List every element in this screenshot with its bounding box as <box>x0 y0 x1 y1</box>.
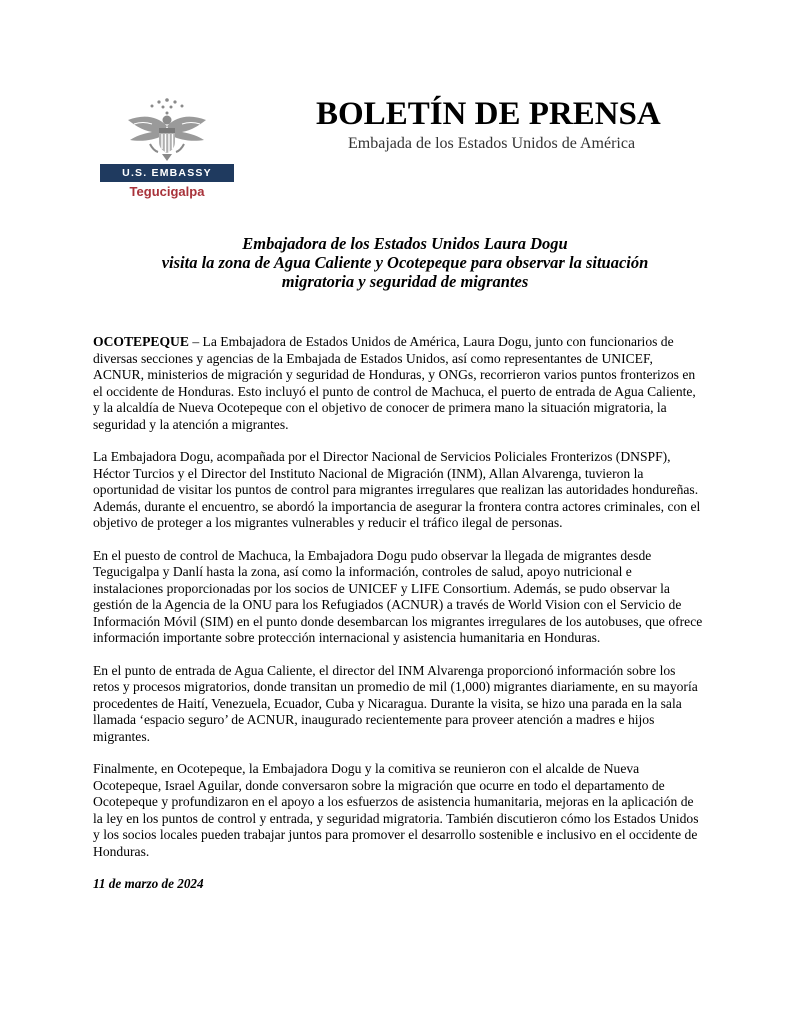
paragraph <box>93 334 705 433</box>
embassy-band: U.S. EMBASSY <box>100 164 234 182</box>
paragraph: Finalmente, en Ocotepeque, la Embajadora Dogu y la comitiva se reunieron con el alcalde de Nueva Ocotepeque, Israel Aguilar, donde conversaron sobre la migración que ocurre en todo el departamento de Ocotepeque y profundizaron en el apoyo a los esfuerzos de asistencia humanitaria, mejoras en la aplicación de la ley en los puntos de control y entrada, y seguridad migratoria. También discutieron cómo los Estados Unidos y los socios locales pueden trabajar juntos para promover el desarrollo sostenible e inclusivo en el occidente de Honduras. <box>93 761 699 859</box>
eagle-seal-icon <box>122 96 212 162</box>
paragraph: En el punto de entrada de Agua Caliente, el director del INM Alvarenga proporcionó información sobre los retos y procesos migratorios, donde transitan un promedio de mil (1,000) migrantes diariamente, en su mayoría procedentes de Haití, Venezuela, Ecuador, Cuba y Nicaragua. Durante la visita, se hizo una parada en la sala llamada ‘espacio seguro’ de ACNUR, inaugurado recientemente para proveer atención a madres e hijos migrantes. <box>93 662 698 744</box>
paragraph: La Embajadora Dogu, acompañada por el Director Nacional de Servicios Policiales Fronterizos (DNSPF), Héctor Turcios y el Director del Instituto Nacional de Migración (INM), Allan Alvarenga, tuvieron la oportunidad de visitar los puntos de control para migrantes irregulares que realizan las autoridades hondureñas. Además, durante el encuentro, se abordó la importancia de asegurar la frontera contra actores criminales, con el objetivo de proteger a los migrantes vulnerables y reducir el tráfico ilegal de personas. <box>93 449 701 530</box>
dateline: OCOTEPEQUE <box>93 334 189 349</box>
headline <box>100 234 710 291</box>
paragraph: En el puesto de control de Machuca, la Embajadora Dogu pudo observar la llegada de migrantes desde Tegucigalpa y Danlí hasta la zona, así como la información, controles de salud, apoyo nutricional e instalaciones proporcionadas por los socios de UNICEF y LIFE Consortium. Además, se pudo observar la gestión de la Agencia de la ONU para los Refugiados (ACNUR) a través de World Vision con el Servicio de Información Móvil (SIM) en el punto donde desembarcan los migrantes irregulares de los autobuses, que ofrece información importante sobre protección internacional y asistencia humanitaria en Honduras. <box>93 547 703 645</box>
headline-line: migratoria y seguridad de migrantes <box>281 272 529 291</box>
page-title: BOLETÍN DE PRENSA <box>316 96 661 132</box>
page-subtitle: Embajada de los Estados Unidos de América <box>348 135 636 152</box>
headline-line: visita la zona de Agua Caliente y Ocotepeque para observar la situación <box>161 253 649 272</box>
embassy-logo <box>100 96 234 208</box>
headline-line: Embajadora de los Estados Unidos Laura Dogu <box>242 234 568 253</box>
release-date: 11 de marzo de 2024 <box>93 876 204 891</box>
paragraph-text: – La Embajadora de Estados Unidos de América, Laura Dogu, junto con funcionarios de diversas secciones y agencias de la Embajada de Estados Unidos, así como representantes de UNICEF, ACNUR, ministerios de migración y seguridad de Honduras, y ONGs, recorrieron varios puntos fronterizos en el occidente de Honduras. Esto incluyó el punto de control de Machuca, el puerto de entrada de Agua Caliente, y la alcaldía de Nueva Ocotepeque con el objetivo de conocer de primera mano la situación migratoria, la seguridad y la atención a migrantes. <box>93 334 696 432</box>
article-body <box>93 334 705 909</box>
embassy-city: Tegucigalpa <box>129 184 205 199</box>
